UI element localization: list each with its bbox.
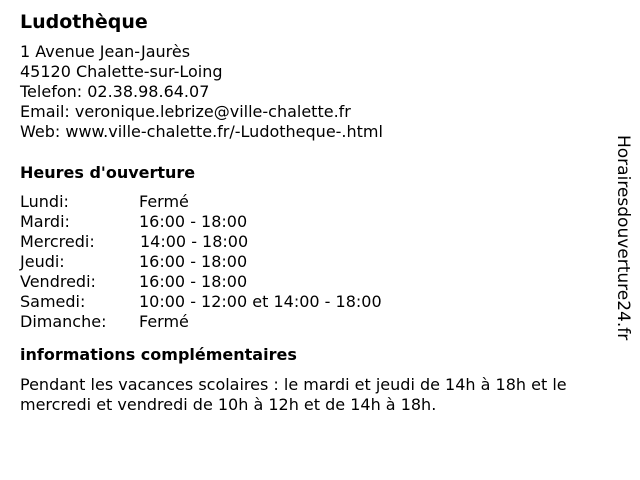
time-value: Fermé [139,192,189,211]
time-value: 10:00 - 12:00 et 14:00 - 18:00 [139,292,382,311]
web-line: Web: www.ville-chalette.fr/-Ludotheque-.html [20,122,383,141]
day-label: Vendredi: [20,272,96,291]
hours-row-tuesday [20,212,616,232]
address-city: 45120 Chalette-sur-Loing [20,62,223,81]
hours-heading: Heures d'ouverture [20,163,196,182]
phone-line: Telefon: 02.38.98.64.07 [20,82,210,101]
hours-row-monday [20,192,616,212]
hours-table [20,192,616,332]
address-block [20,42,616,142]
info-text: Pendant les vacances scolaires : le mardi et jeudi de 14h à 18h et le mercredi et vendredi de 10h à 12h et de 14h à 18h. [20,375,567,414]
time-value: Fermé [139,312,189,331]
place-card [20,10,616,415]
hours-row-wednesday [20,232,616,252]
time-value: 14:00 - 18:00 [140,232,249,251]
day-label: Dimanche: [20,312,107,331]
info-heading: informations complémentaires [20,345,297,364]
watermark-text: Horairesdouverture24.fr [613,135,633,341]
address-street: 1 Avenue Jean-Jaurès [20,42,191,61]
email-line: Email: veronique.lebrize@ville-chalette.fr [20,102,351,121]
time-value: 16:00 - 18:00 [139,252,248,271]
hours-row-sunday [20,312,616,332]
day-label: Samedi: [20,292,86,311]
time-value: 16:00 - 18:00 [139,212,248,231]
day-label: Mardi: [20,212,70,231]
hours-row-friday [20,272,616,292]
place-title: Ludothèque [20,11,148,33]
hours-row-saturday [20,292,616,312]
day-label: Jeudi: [20,252,65,271]
time-value: 16:00 - 18:00 [139,272,248,291]
day-label: Mercredi: [20,232,95,251]
day-label: Lundi: [20,192,69,211]
hours-row-thursday [20,252,616,272]
